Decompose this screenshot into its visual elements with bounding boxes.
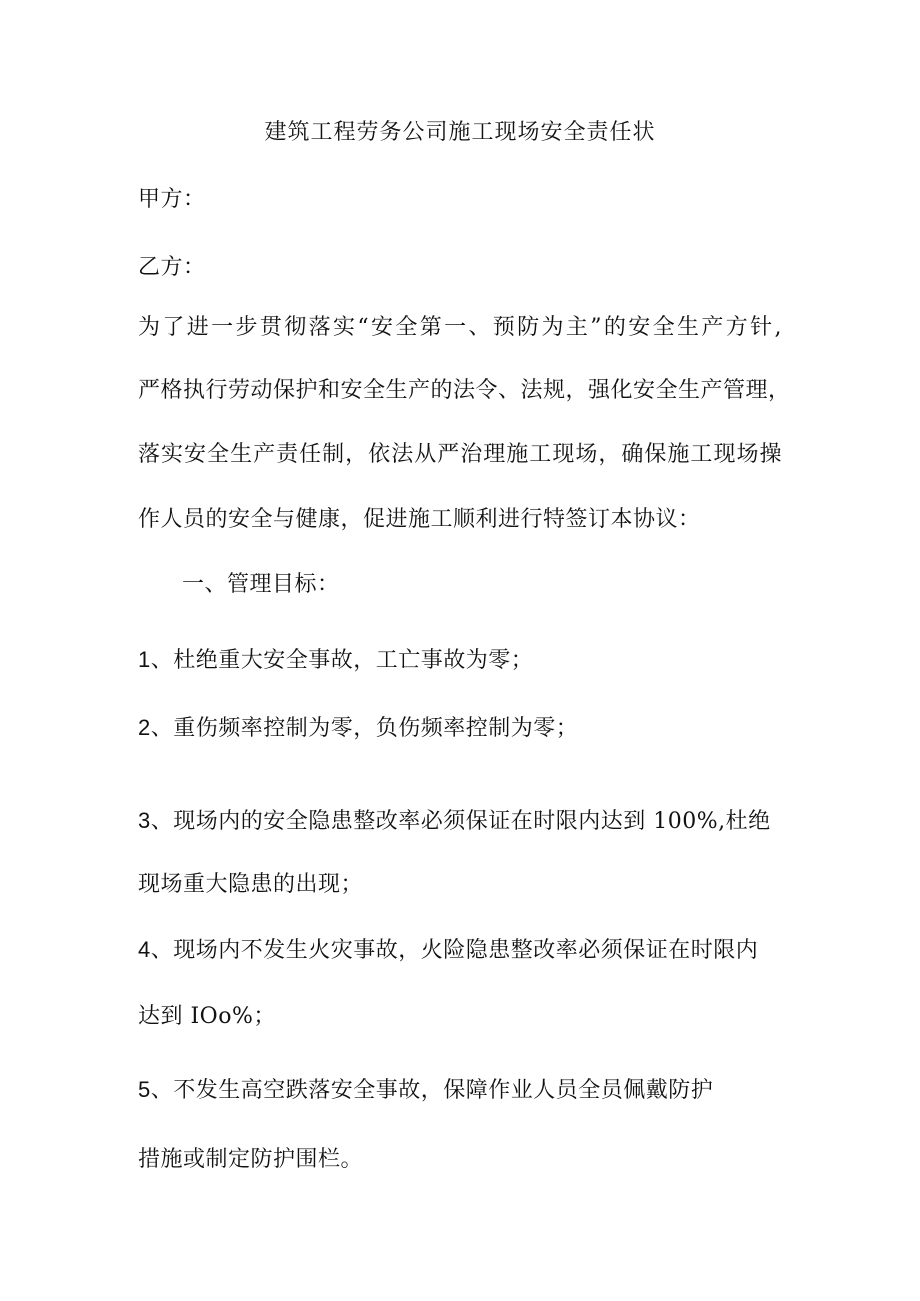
- section-heading: 一、管理目标：: [182, 572, 340, 597]
- item-text: 、现场内的安全隐患整改率必须保证在时限内达到 100%,杜绝: [150, 809, 771, 834]
- preamble-line-3: 落实安全生产责任制，依法从严治理施工现场，确保施工现场操: [138, 442, 782, 467]
- item-text: 、重伤频率控制为零，负伤频率控制为零；: [150, 716, 579, 741]
- item-text: 、现场内不发生火灾事故，火险隐患整改率必须保证在时限内: [150, 938, 759, 963]
- item-text: 、杜绝重大安全事故，工亡事故为零；: [150, 648, 534, 673]
- list-item-4-continuation: 达到 IOo%；: [138, 1004, 276, 1029]
- document-title: 建筑工程劳务公司施工现场安全责任状: [264, 120, 656, 145]
- party-a-label: 甲方：: [138, 187, 206, 212]
- list-item-5: [138, 1075, 713, 1106]
- item-number: 5: [138, 1077, 151, 1102]
- item-text: 、不发生高空跌落安全事故，保障作业人员全员佩戴防护: [150, 1078, 714, 1103]
- item-number: 2: [138, 715, 151, 740]
- item-number: 3: [138, 808, 151, 833]
- list-item-5-continuation: 措施或制定防护围栏。: [138, 1147, 364, 1172]
- preamble-line-2: 严格执行劳动保护和安全生产的法令、法规，强化安全生产管理，: [138, 378, 791, 403]
- item-number: 1: [138, 647, 151, 672]
- list-item-3: [138, 806, 771, 837]
- item-number: 4: [138, 937, 151, 962]
- preamble-line-1: 为了进一步贯彻落实“安全第一、预防为主”的安全生产方针,: [138, 315, 782, 340]
- list-item-4: [138, 935, 758, 966]
- list-item-2: [138, 713, 578, 744]
- preamble-line-4: 作人员的安全与健康，促进施工顺利进行特签订本协议：: [138, 507, 701, 532]
- list-item-1: [138, 645, 533, 676]
- party-b-label: 乙方：: [138, 255, 206, 280]
- list-item-3-continuation: 现场重大隐患的出现；: [138, 872, 364, 897]
